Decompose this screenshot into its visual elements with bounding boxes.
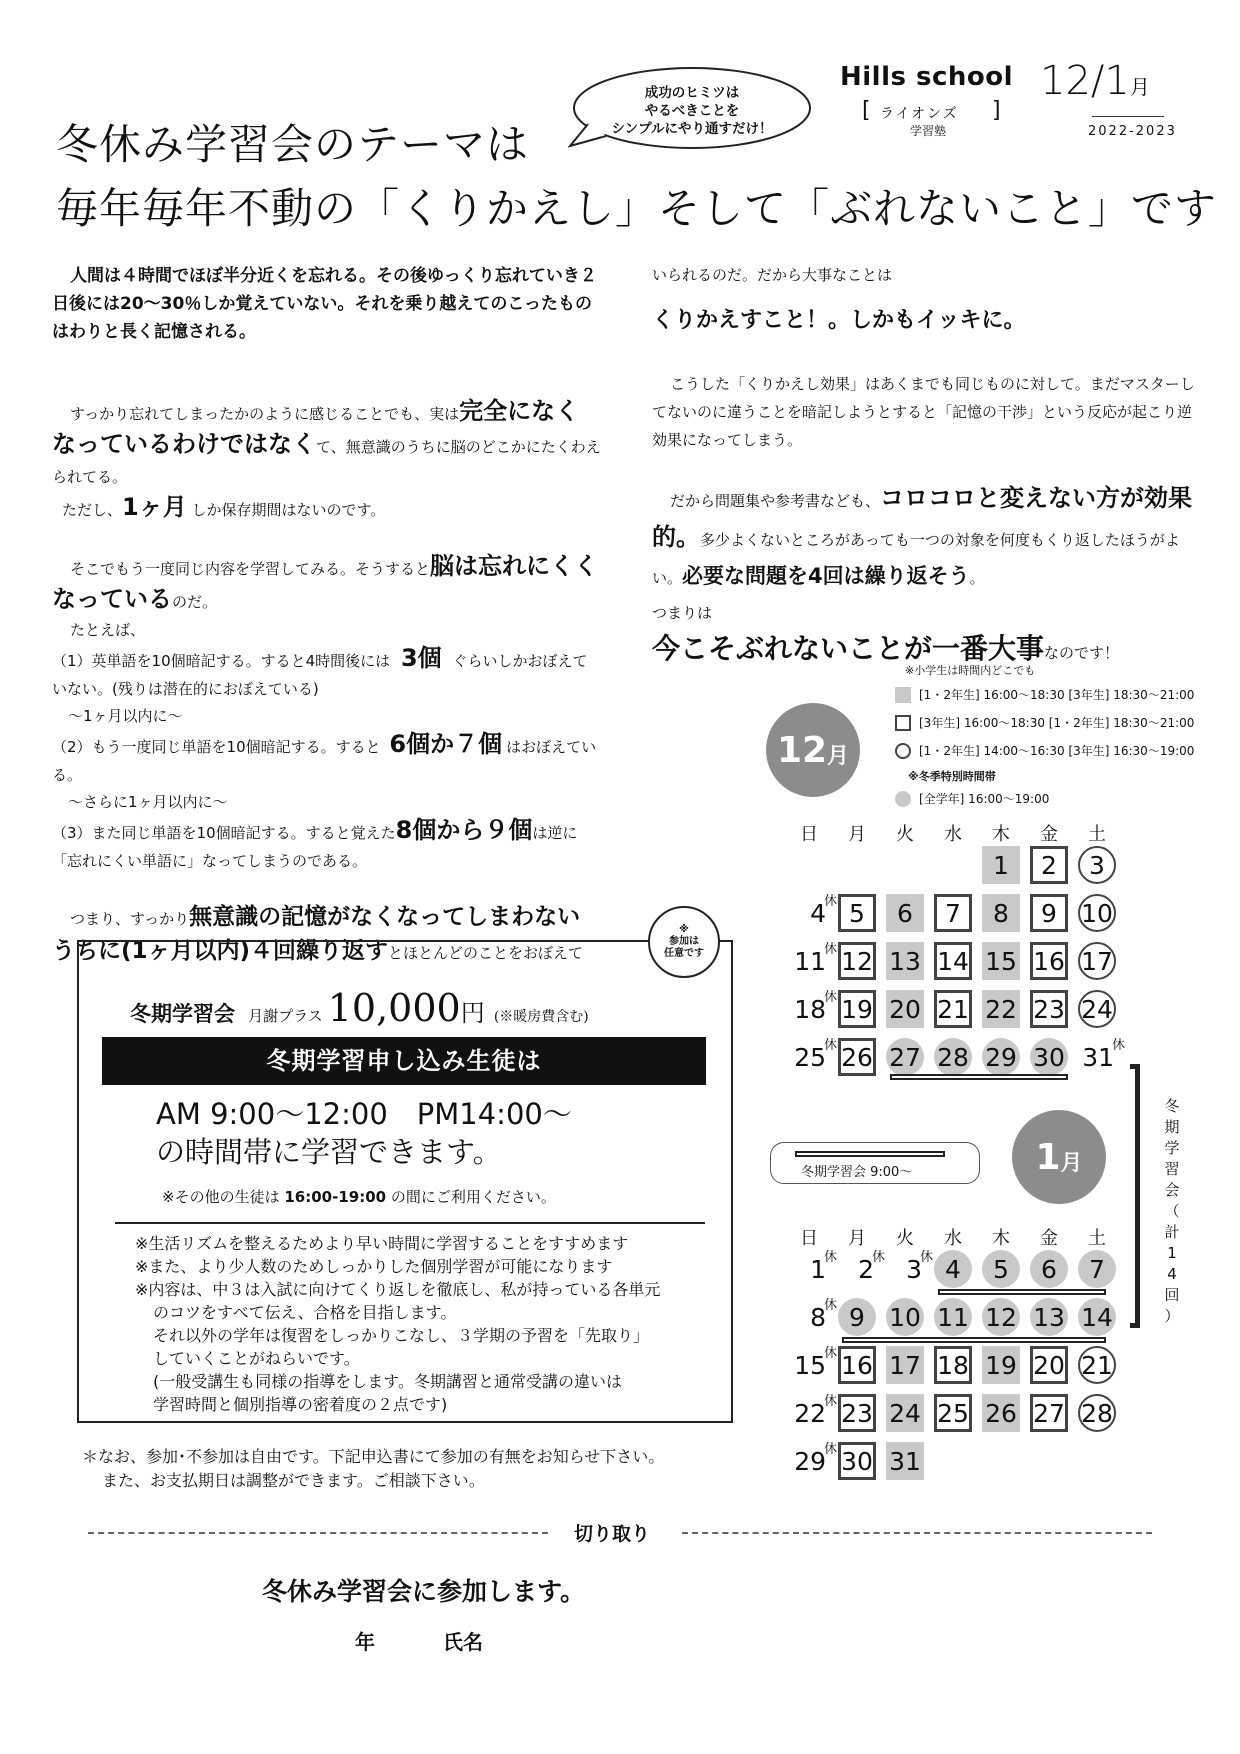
- weekday-label: 水: [944, 824, 962, 845]
- emphasis: コロコロと変えない方が効: [880, 484, 1169, 512]
- price-label: 冬期学習会: [130, 1001, 235, 1026]
- weekday-label: 日: [800, 824, 818, 845]
- weekday-label: 土: [1088, 1228, 1106, 1249]
- calendar-day: 12: [982, 1298, 1020, 1336]
- text: だから問題集や参考書なども、: [670, 492, 881, 510]
- price-unit: 円: [460, 999, 485, 1027]
- calendar-day: 31: [886, 1442, 924, 1480]
- calendar-day: 22: [794, 1398, 826, 1428]
- legend-row-circle: [895, 742, 1194, 759]
- other-students-note: [162, 1186, 556, 1207]
- box-divider: [115, 1222, 705, 1224]
- legend-graycircle-swatch: [895, 791, 911, 807]
- text: そこでもう一度同じ内容を学習してみる。そうすると: [70, 560, 431, 578]
- emphasis: 必要な問題を4回は繰り返そう: [682, 564, 970, 588]
- example-intro: たとえば、: [70, 621, 146, 639]
- calendar-day: 29: [982, 1038, 1020, 1076]
- calendar-day: 19: [838, 990, 876, 1028]
- box-note: ※内容は、中３は入試に向けてくり返しを徹底し、私が持っている各単元: [135, 1280, 661, 1299]
- weekday-label: 土: [1088, 824, 1106, 845]
- calendar-day: 1: [810, 1254, 826, 1284]
- box-note: ※また、より少人数のためしっかりした個別学習が可能になります: [135, 1257, 613, 1276]
- time-line-1: AM 9:00～12:00 PM14:00～: [156, 1097, 572, 1131]
- session-underline: [938, 1289, 1106, 1295]
- issue-month: [1040, 58, 1150, 104]
- cut-line-left: [88, 1532, 548, 1534]
- calendar-day: 27: [886, 1038, 924, 1076]
- calendar-day: 17: [886, 1346, 924, 1384]
- legend-note-special: ※冬季特別時間帯: [908, 770, 996, 783]
- legend-text: [3年生] 16:00～18:30 [1・2年生] 18:30～21:00: [919, 716, 1195, 730]
- example-3: [52, 816, 602, 875]
- holiday-mark: 休: [824, 1038, 838, 1053]
- emphasis: 果的。: [652, 484, 1193, 551]
- calendar-day: 12: [838, 942, 876, 980]
- weekday-label: 火: [896, 824, 914, 845]
- calendar-day: 17: [1078, 942, 1116, 980]
- calendar-day: 28: [934, 1038, 972, 1076]
- paragraph-2b: [52, 492, 602, 525]
- month-badge-january: [1012, 1110, 1106, 1204]
- holiday-mark: 休: [824, 1298, 838, 1313]
- text: すっかり忘れてしまったかのように感じることでも、実は: [70, 405, 460, 423]
- text: （1）英単語を10個暗記する。すると4時間後には: [52, 652, 391, 670]
- calendar-day: 20: [886, 990, 924, 1028]
- calendar-day: 3: [1078, 846, 1116, 884]
- legend-text: [1・2年生] 14:00～16:30 [3年生] 16:30～19:00: [919, 744, 1195, 758]
- cut-label: 切り取り: [574, 1523, 651, 1545]
- calendar-day: 3: [906, 1254, 922, 1284]
- text: （2）もう一度同じ単語を10個暗記する。すると: [52, 738, 381, 756]
- calendar-day: 18: [934, 1346, 972, 1384]
- pill-underline: [795, 1151, 945, 1157]
- text: ※その他の生徒は: [162, 1188, 280, 1206]
- calendar-day: 7: [1078, 1250, 1116, 1288]
- footer-note-2: また、お支払期日は調整ができます。ご相談下さい。: [102, 1471, 485, 1490]
- calendar-day: 5: [838, 894, 876, 932]
- box-note: 学習時間と個別指導の密着度の２点です): [153, 1395, 448, 1414]
- price-line: [130, 986, 589, 1030]
- side-label-char: 会: [1164, 1181, 1180, 1199]
- emphasis: うちに(1ヶ月以内)４回繰り返す: [52, 938, 389, 964]
- calendar-day: 26: [982, 1394, 1020, 1432]
- legend-fill-swatch: [895, 687, 911, 703]
- text: とほとんどのことをおぼえて: [388, 944, 584, 962]
- right-p4: [652, 480, 1200, 596]
- calendar-day: 10: [1078, 894, 1116, 932]
- legend-row-square: [895, 714, 1194, 731]
- right-p3: こうした「くりかえし効果」はあくまでも同じものに対して。まだマスターしてないのに違うことを暗記しようとすると「記憶の干渉」という反応が起こり逆効果になってしまう。: [652, 375, 1195, 449]
- weekday-label: 木: [992, 824, 1010, 845]
- session-underline: [842, 1337, 1106, 1343]
- left-column: [52, 262, 602, 969]
- school-sub-bracket: [: [862, 98, 871, 123]
- calendar-day: 13: [886, 942, 924, 980]
- legend-square-swatch: [895, 715, 911, 731]
- calendar-day: 1: [982, 846, 1020, 884]
- session-bracket: [1130, 1064, 1140, 1328]
- issue-value: 12/1: [1040, 58, 1130, 104]
- side-label-char: 習: [1164, 1160, 1180, 1178]
- weekday-label: 月: [848, 824, 866, 845]
- footer-note-1: ＊なお、参加･不参加は自由です。下記申込書にて参加の有無をお知らせ下さい。: [82, 1447, 665, 1466]
- calendar-day: 25: [934, 1394, 972, 1432]
- calendar-day: 24: [886, 1394, 924, 1432]
- side-label-char: （: [1164, 1202, 1180, 1220]
- holiday-mark: 休: [824, 1250, 838, 1265]
- calendar-day: 24: [1078, 990, 1116, 1028]
- right-p2: くりかえすこと！。しかもイッキに。: [652, 308, 1026, 333]
- emphasis: なっているわけではなく: [52, 430, 316, 458]
- calendar-day: 21: [1078, 1346, 1116, 1384]
- school-sub-bracket: ]: [992, 98, 1001, 123]
- box-note: のコツをすべて伝え、合格を目指します。: [153, 1303, 457, 1322]
- calendar-day: 7: [934, 894, 972, 932]
- emphasis: 3個: [400, 644, 442, 672]
- side-label-char: 期: [1164, 1118, 1180, 1136]
- text: なのです！: [1044, 644, 1120, 662]
- apply-title: 冬休み学習会に参加します。: [262, 1577, 586, 1606]
- month-unit: 月: [1060, 1150, 1083, 1176]
- box-note: していくことがねらいです。: [153, 1349, 360, 1368]
- example-2: [52, 730, 602, 789]
- right-p6: [652, 627, 1200, 667]
- calendar-day: 11: [794, 946, 826, 976]
- side-label: [1162, 1096, 1182, 1327]
- price-value: 10,000: [327, 986, 461, 1030]
- calendar-day: 9: [1030, 894, 1068, 932]
- calendar-day: 5: [982, 1250, 1020, 1288]
- month-unit: 月: [827, 743, 850, 769]
- calendar-day: 29: [794, 1446, 826, 1476]
- legend-row-graycircle: [895, 790, 1049, 807]
- emphasis: 完全になく: [459, 397, 580, 425]
- calendar-day: 18: [794, 994, 826, 1024]
- calendar-day: 15: [794, 1350, 826, 1380]
- weekday-label: 日: [800, 1228, 818, 1249]
- issue-unit: 月: [1129, 75, 1150, 99]
- text: ぐらいしかおぼえていない。(残りは潜在的におぼえている): [52, 652, 588, 698]
- calendar-day: 14: [1078, 1298, 1116, 1336]
- calendar-day: 31: [1082, 1042, 1114, 1072]
- bubble-line: 成功のヒミツは: [644, 85, 740, 101]
- emphasis: 8個から９個: [395, 816, 533, 844]
- month-badge-december: [766, 703, 860, 797]
- bubble-line: シンプルにやり通すだけ！: [611, 121, 773, 137]
- emphasis: 脳は忘れにく: [430, 552, 575, 580]
- calendar-day: 14: [934, 942, 972, 980]
- calendar-day: 4: [810, 898, 826, 928]
- month-number: 12: [776, 729, 828, 771]
- apply-banner: 冬期学習申し込み生徒は: [102, 1037, 706, 1085]
- text: 。: [969, 569, 985, 587]
- calendar-day: 8: [810, 1302, 826, 1332]
- holiday-mark: 休: [920, 1250, 934, 1265]
- box-note: (一般受講生も同様の指導をします。冬期講習と通常受講の違いは: [153, 1372, 622, 1391]
- box-note: ※生活リズムを整えるためより早い時間に学習することをすすめます: [135, 1234, 629, 1253]
- text: しか保存期間はないのです。: [191, 501, 386, 519]
- side-label-char: 学: [1164, 1139, 1180, 1157]
- text: ただし、: [62, 501, 123, 519]
- emphasis: 1ヶ月: [122, 493, 187, 521]
- right-p1: いられるのだ。だから大事なことは: [652, 266, 893, 284]
- title-line-1: 冬休み学習会のテーマは: [56, 120, 530, 169]
- holiday-mark: 休: [824, 990, 838, 1005]
- calendar-day: 6: [886, 894, 924, 932]
- weekday-label: 火: [896, 1228, 914, 1249]
- right-p5: つまりは: [652, 604, 713, 622]
- box-note: それ以外の学年は復習をしっかりこなし、３学期の予習を「先取り」: [153, 1326, 650, 1345]
- emphasis: 6個か７個: [389, 730, 503, 758]
- text: 多少よくないところがあっても一つの対象を何度もくり返したほうがよい。: [652, 531, 1180, 587]
- holiday-mark: 休: [1112, 1038, 1126, 1053]
- winter-session-label: 冬期学習会 9:00～: [801, 1165, 913, 1180]
- holiday-mark: 休: [824, 942, 838, 957]
- calendar-day: 11: [934, 1298, 972, 1336]
- text: のだ。: [172, 593, 218, 611]
- example-1: [52, 644, 602, 703]
- legend-note: ※小学生は時間内どこでも: [905, 664, 1036, 677]
- calendar-day: 30: [838, 1442, 876, 1480]
- calendar-day: 20: [1030, 1346, 1068, 1384]
- calendar-day: 2: [1030, 846, 1068, 884]
- calendar-day: 6: [1030, 1250, 1068, 1288]
- box-notes: [135, 1232, 715, 1416]
- side-label-char: 計: [1164, 1223, 1180, 1241]
- name-label: 氏名: [443, 1630, 483, 1654]
- bubble-line: やるべきことを: [644, 103, 740, 119]
- text: つまり、すっかり: [70, 910, 190, 928]
- weekday-label: 金: [1040, 824, 1058, 845]
- emphasis: くなっている: [52, 552, 599, 613]
- legend-text: [1・2年生] 16:00～18:30 [3年生] 18:30～21:00: [919, 688, 1195, 702]
- side-label-char: 冬: [1164, 1097, 1180, 1115]
- calendar-day: 8: [982, 894, 1020, 932]
- calendar-day: 13: [1030, 1298, 1068, 1336]
- weekday-label: 金: [1040, 1228, 1058, 1249]
- emphasis: 16:00-19:00: [284, 1188, 387, 1206]
- bubble-text: [588, 84, 796, 138]
- calendar-day: 23: [838, 1394, 876, 1432]
- school-logo: Hills school: [840, 62, 1014, 92]
- calendar-day: 19: [982, 1346, 1020, 1384]
- side-label-char: ）: [1164, 1307, 1180, 1325]
- text: の間にご利用ください。: [390, 1188, 556, 1206]
- issue-year: 2022-2023: [1088, 124, 1177, 139]
- calendar-day: 9: [838, 1298, 876, 1336]
- calendar-day: 30: [1030, 1038, 1068, 1076]
- holiday-mark: 休: [824, 1442, 838, 1457]
- time-line-2: の時間帯に学習できます。: [156, 1135, 502, 1169]
- month-number: 1: [1035, 1136, 1061, 1178]
- calendar-day: 27: [1030, 1394, 1068, 1432]
- paragraph-2: [52, 396, 602, 492]
- side-label-char: 4: [1167, 1265, 1177, 1283]
- calendar-day: 10: [886, 1298, 924, 1336]
- calendar-day: 16: [1030, 942, 1068, 980]
- text: て、無意識のうちに脳のどこかにたくわえられてる。: [52, 438, 601, 486]
- calendar-day: 4: [934, 1250, 972, 1288]
- badge-line: ※: [679, 924, 689, 935]
- legend-text: [全学年] 16:00～19:00: [919, 792, 1050, 806]
- calendar-day: 23: [1030, 990, 1068, 1028]
- calendar-day: 22: [982, 990, 1020, 1028]
- paragraph-1: 人間は４時間でほぼ半分近くを忘れる。その後ゆっくり忘れていき２日後には20～30％しか覚えていない。それを乗り越えてのこったものはわりと長く記憶される。: [52, 266, 597, 342]
- weekday-label: 木: [992, 1228, 1010, 1249]
- price-note: (※暖房費含む): [493, 1009, 589, 1025]
- calendar-day: 15: [982, 942, 1020, 980]
- legend-row-fill: [895, 686, 1194, 703]
- calendar-day: 21: [934, 990, 972, 1028]
- badge-line: 任意です: [664, 948, 704, 959]
- calendar-day: 28: [1078, 1394, 1116, 1432]
- price-sub: 月謝プラス: [248, 1007, 323, 1025]
- right-column: [652, 262, 1200, 667]
- cut-line-right: [682, 1532, 1152, 1534]
- side-label-char: 1: [1167, 1244, 1177, 1262]
- emphasis: 無意識の記憶がなくなってしまわない: [189, 904, 581, 930]
- legend-circle-swatch: [895, 743, 911, 759]
- emphasis: 今こそぶれないことが一番大事: [652, 632, 1045, 665]
- weekday-label: 月: [848, 1228, 866, 1249]
- issue-rule: [1092, 116, 1164, 117]
- session-underline: [890, 1074, 1068, 1080]
- weekday-label: 水: [944, 1228, 962, 1249]
- winter-session-pill: [770, 1142, 980, 1184]
- holiday-mark: 休: [824, 1394, 838, 1409]
- school-sub2: 学習塾: [910, 124, 947, 138]
- text: は逆に「忘れにくい単語に」なってしまうのである。: [52, 824, 578, 870]
- step-note: ～1ヶ月以内に～: [68, 707, 183, 725]
- calendar-day: 26: [838, 1038, 876, 1076]
- title-line-2: 毎年毎年不動の「くりかえし」そして「ぶれないこと」です: [56, 184, 1218, 233]
- holiday-mark: 休: [824, 1346, 838, 1361]
- calendar-day: 2: [858, 1254, 874, 1284]
- holiday-mark: 休: [872, 1250, 886, 1265]
- calendar-day: 25: [794, 1042, 826, 1072]
- side-label-char: 回: [1164, 1286, 1180, 1304]
- optional-badge: [648, 906, 720, 978]
- step-note: ～さらに1ヶ月以内に～: [68, 793, 228, 811]
- school-sub: ライオンズ: [880, 106, 959, 122]
- paragraph-3: [52, 551, 602, 617]
- badge-line: 参加は: [669, 936, 699, 947]
- text: （3）また同じ単語を10個暗記する。すると覚えた: [52, 824, 396, 842]
- text: はおぼえている。: [52, 738, 597, 784]
- grade-label: 年: [355, 1630, 375, 1654]
- calendar-day: 16: [838, 1346, 876, 1384]
- holiday-mark: 休: [824, 894, 838, 909]
